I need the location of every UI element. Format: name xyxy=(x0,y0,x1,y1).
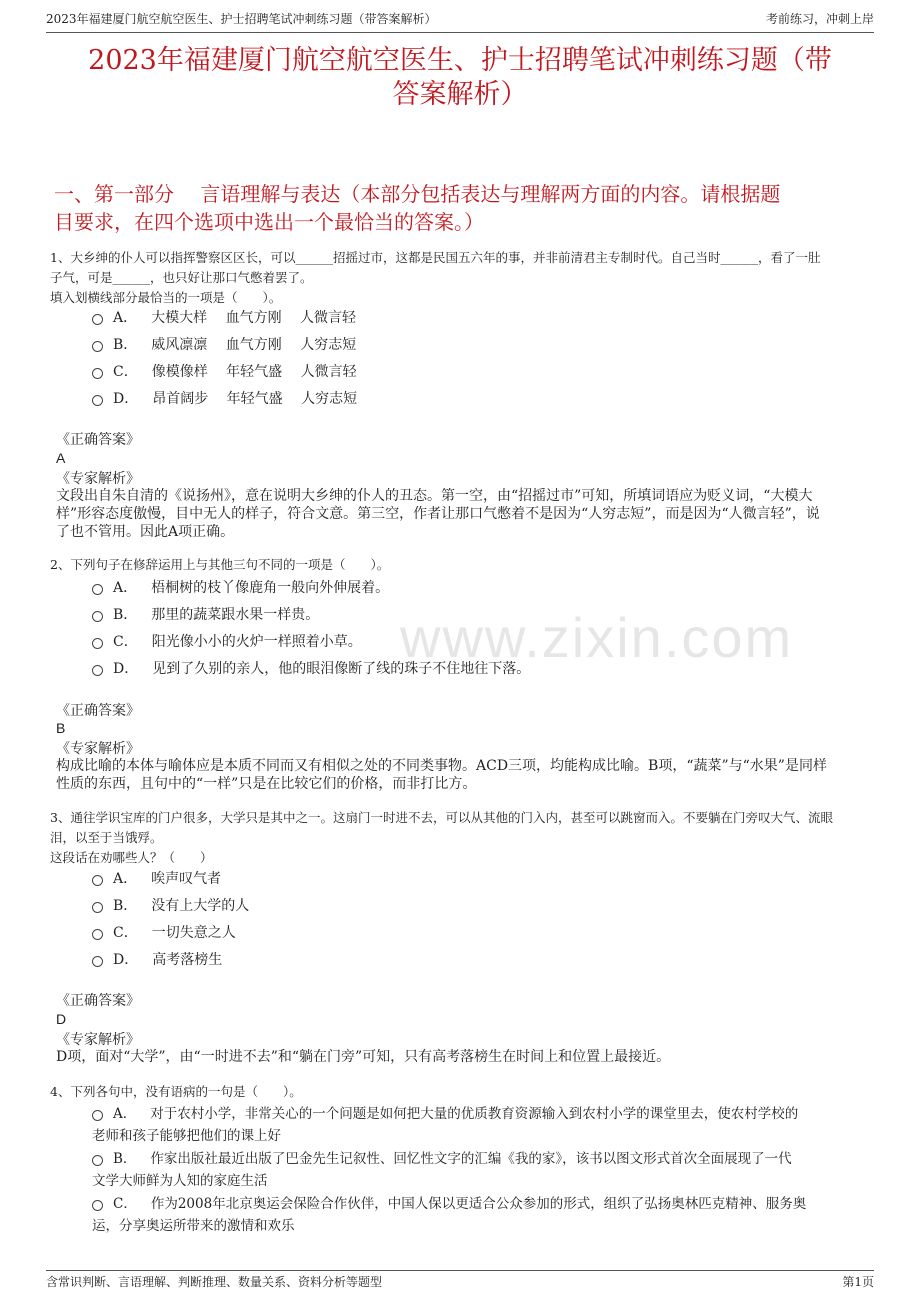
question-1-option-a[interactable]: A． 大模大样 血气方刚 人微言轻 xyxy=(92,307,864,329)
title-line-2: 答案解析） xyxy=(392,79,528,110)
question-2-stem: 2、下列句子在修辞运用上与其他三句不同的一项是（ ）。 xyxy=(50,557,390,572)
header-title: 2023年福建厦门航空航空医生、护士招聘笔试冲刺练习题（带答案解析） xyxy=(46,12,437,26)
radio-icon[interactable] xyxy=(92,395,103,406)
radio-icon[interactable] xyxy=(92,584,103,595)
page-header xyxy=(46,10,874,33)
radio-icon[interactable] xyxy=(92,368,103,379)
question-1-option-b[interactable]: B． 威风凛凛 血气方刚 人穷志短 xyxy=(92,334,864,356)
radio-icon[interactable] xyxy=(92,314,103,325)
section-line-1: 一、第一部分 言语理解与表达（本部分包括表达与理解两方面的内容。请根据题 xyxy=(54,182,781,206)
page-number: 第1页 xyxy=(842,1275,874,1289)
title-line-1: 2023年福建厦门航空航空医生、护士招聘笔试冲刺练习题（带 xyxy=(88,45,832,76)
question-2-option-b[interactable]: B． 那里的蔬菜跟水果一样贵。 xyxy=(92,604,864,626)
radio-icon[interactable] xyxy=(92,638,103,649)
question-3-stem: 3、通往学识宝库的门户很多，大学只是其中之一。这扇门一时进不去，可以从其他的门入内，甚至可以跳窗而入。不要躺在门旁叹大气、流眼 泪，以至于当饿殍。 这段话在劝哪些人？（ ） xyxy=(50,810,833,865)
footer-note: 含常识判断、言语理解、判断推理、数量关系、资料分析等题型 xyxy=(46,1275,383,1289)
radio-icon[interactable] xyxy=(92,1110,103,1121)
section-heading xyxy=(54,180,864,236)
question-1-analysis: 文段出自朱自清的《说扬州》，意在说明大乡绅的仆人的丑态。第一空，由“招摇过市”可知，所填词语应为贬义词，“大模大 样”形容态度傲慢，目中无人的样子，符合文意。第三空，作者让那口气憋着不是因为“人穷志短”，而是因为“人微言轻”，说 了也不管用。因此A项正确。 xyxy=(56,488,820,540)
question-1-option-d[interactable]: D． 昂首阔步 年轻气盛 人穷志短 xyxy=(92,388,864,410)
document-title xyxy=(40,44,880,112)
header-slogan: 考前练习，冲刺上岸 xyxy=(765,12,874,26)
radio-icon[interactable] xyxy=(92,1200,103,1211)
question-3-answer-label: 《正确答案》 xyxy=(56,993,140,1009)
radio-icon[interactable] xyxy=(92,611,103,622)
section-line-2: 目要求，在四个选项中选出一个最恰当的答案。） xyxy=(54,210,484,234)
question-3-option-a[interactable]: A． 唉声叹气者 xyxy=(92,868,864,890)
question-2-option-d[interactable]: D． 见到了久别的亲人，他的眼泪像断了线的珠子不住地往下落。 xyxy=(92,658,864,680)
radio-icon[interactable] xyxy=(92,341,103,352)
question-2-option-a[interactable]: A． 梧桐树的枝丫像鹿角一般向外伸展着。 xyxy=(92,577,864,599)
radio-icon[interactable] xyxy=(92,1155,103,1166)
radio-icon[interactable] xyxy=(92,902,103,913)
radio-icon[interactable] xyxy=(92,929,103,940)
question-2-answer-label: 《正确答案》 xyxy=(56,703,140,719)
radio-icon[interactable] xyxy=(92,665,103,676)
radio-icon[interactable] xyxy=(92,875,103,886)
question-1-answer-label: 《正确答案》 xyxy=(56,432,140,448)
question-3-option-b[interactable]: B． 没有上大学的人 xyxy=(92,895,864,917)
question-3-option-d[interactable]: D． 高考落榜生 xyxy=(92,949,864,971)
question-2-answer: B xyxy=(56,720,66,736)
question-3-answer: D xyxy=(56,1011,67,1027)
question-1-option-c[interactable]: C． 像模像样 年轻气盛 人微言轻 xyxy=(92,361,864,383)
question-1-answer: A xyxy=(56,450,66,466)
question-2-option-c[interactable]: C． 阳光像小小的火炉一样照着小草。 xyxy=(92,631,864,653)
question-4-option-c[interactable]: C． 作为2008年北京奥运会保险合作伙伴，中国人保以更适合公众参加的形式，组织了弘扬奥林匹克精神、服务奥 运，分享奥运所带来的激情和欢乐 xyxy=(92,1196,807,1234)
question-3-option-c[interactable]: C． 一切失意之人 xyxy=(92,922,864,944)
question-4-option-b[interactable]: B． 作家出版社最近出版了巴金先生记叙性、回忆性文字的汇编《我的家》，该书以图文形式首次全面展现了一代 文学大师鲜为人知的家庭生活 xyxy=(92,1151,792,1189)
question-3-analysis: D项，面对“大学”，由“一时进不去”和“躺在门旁”可知，只有高考落榜生在时间上和位置上最接近。 xyxy=(56,1049,671,1065)
question-2-analysis: 构成比喻的本体与喻体应是本质不同而又有相似之处的不同类事物。ACD三项，均能构成比喻。B项，“蔬菜”与“水果”是同样 性质的东西，且句中的“一样”只是在比较它们的价格，而非打比方。 xyxy=(56,758,827,792)
question-2-analysis-label: 《专家解析》 xyxy=(56,741,140,757)
question-4-stem: 4、下列各句中，没有语病的一句是（ ）。 xyxy=(50,1084,302,1099)
question-1-analysis-label: 《专家解析》 xyxy=(56,471,140,487)
page-footer xyxy=(46,1270,874,1290)
question-4-option-a[interactable]: A． 对于农村小学，非常关心的一个问题是如何把大量的优质教育资源输入到农村小学的课堂里去，使农村学校的 老师和孩子能够把他们的课上好 xyxy=(92,1106,799,1144)
question-3-analysis-label: 《专家解析》 xyxy=(56,1032,140,1048)
watermark: www.zixin.com xyxy=(400,606,794,669)
radio-icon[interactable] xyxy=(92,956,103,967)
question-1-stem: 1、大乡绅的仆人可以指挥警察区区长，可以______招摇过市，这都是民国五六年的事，并非前清君主专制时代。自己当时______，看了一肚 子气，可是______，也只好让那口气憋着罢了。 填入划横线部分最恰当的一项是（ ）。 xyxy=(50,250,821,305)
